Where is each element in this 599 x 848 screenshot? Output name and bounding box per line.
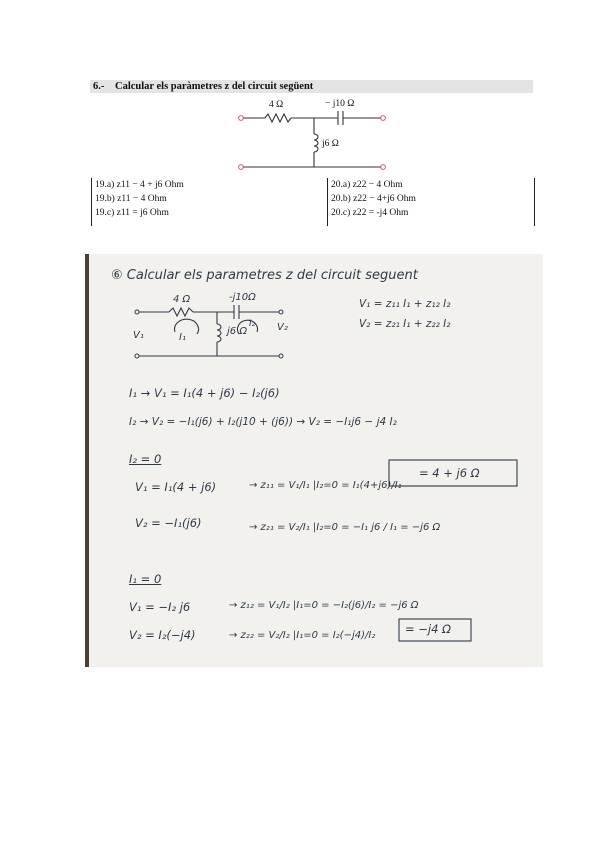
eq-v1: V₁ = z₁₁ I₁ + z₁₂ I₂ <box>359 298 451 310</box>
answer-19a: 19.a) z11 − 4 + j6 Ohm <box>95 180 184 190</box>
answer-20b: 20.b) z22 − 4+j6 Ohm <box>331 194 416 204</box>
handwritten-solution-photo <box>85 254 543 667</box>
sketch-v2-label: V₂ <box>277 322 288 333</box>
answers-right <box>327 178 535 226</box>
case-a-z21: → z₂₁ = V₂/I₁ |I₂=0 = −I₁ j6 / I₁ = −j6 Ω <box>249 522 441 533</box>
mesh-equation-2: I₂ → V₂ = −I₁(j6) + I₂(j10 + (j6)) → V₂ = −I₁j6 − j4 I₂ <box>129 416 397 428</box>
case-a-z11-result: = 4 + j6 Ω <box>419 466 480 480</box>
inductor-label: j6 Ω <box>322 139 339 149</box>
sketch-v1-label: V₁ <box>133 330 144 341</box>
case-b-z22: → z₂₂ = V₂/I₂ |I₁=0 = I₂(−j4)/I₂ <box>229 630 376 641</box>
problem-header <box>90 80 533 93</box>
terminal-1 <box>239 116 244 121</box>
case-i1-zero: I₁ = 0 <box>129 572 162 586</box>
case-b-z12: → z₁₂ = V₁/I₂ |I₁=0 = −I₂(j6)/I₂ = −j6 Ω <box>229 600 419 611</box>
terminal-3 <box>239 165 244 170</box>
case-a-z11: → z₁₁ = V₁/I₁ |I₂=0 = I₁(4+j6)/I₁ <box>249 480 402 491</box>
terminal-2 <box>381 116 386 121</box>
circuit-diagram <box>235 94 395 174</box>
problem-number: 6.- <box>93 81 105 92</box>
case-a-eq1: V₁ = I₁(4 + j6) <box>135 480 217 494</box>
terminal-4 <box>381 165 386 170</box>
case-b-eq1: V₁ = −I₂ j6 <box>129 600 191 614</box>
case-i2-zero: I₂ = 0 <box>129 452 162 466</box>
problem-title: Calcular els paràmetres z del circuit següent <box>115 81 314 92</box>
sketch-r-label: 4 Ω <box>173 294 191 305</box>
eq-v2: V₂ = z₂₁ I₁ + z₂₂ I₂ <box>359 318 451 330</box>
sketch-c-label: -j10Ω <box>229 292 256 303</box>
inductor-symbol <box>314 134 318 152</box>
answer-20a: 20.a) z22 − 4 Ohm <box>331 180 403 190</box>
mesh-equation-1: I₁ → V₁ = I₁(4 + j6) − I₂(j6) <box>129 386 280 400</box>
sketch-i2-label: I₂ <box>249 319 256 329</box>
answer-19b: 19.b) z11 − 4 Ohm <box>95 194 167 204</box>
answers-left <box>91 178 315 226</box>
case-a-eq2: V₂ = −I₁(j6) <box>135 516 202 530</box>
case-b-z22-result: = −j4 Ω <box>405 622 451 636</box>
handwritten-heading: ⑥ Calcular els parametres z del circuit seguent <box>111 268 418 283</box>
resistor-symbol <box>265 114 291 122</box>
case-b-eq2: V₂ = I₂(−j4) <box>129 628 196 642</box>
sketch-l-label: j6 Ω <box>227 326 247 337</box>
answer-20c: 20.c) z22 = -j4 Ohm <box>331 208 409 218</box>
sketch-i1-label: I₁ <box>179 332 186 343</box>
capacitor-label: − j10 Ω <box>325 99 355 109</box>
resistor-label: 4 Ω <box>269 100 284 110</box>
answer-19c: 19.c) z11 = j6 Ohm <box>95 208 169 218</box>
